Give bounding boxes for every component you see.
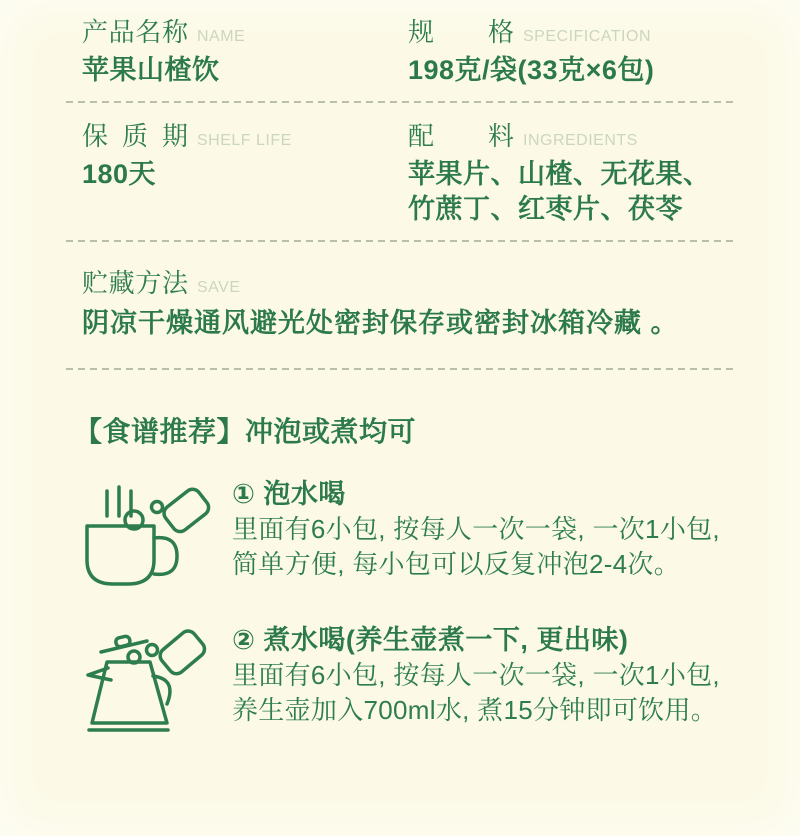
- dashed-divider-1: [66, 101, 735, 103]
- ingredients-field: [408, 120, 760, 227]
- specification-label-zh: 规格: [408, 17, 514, 47]
- ingredients-value-line-2: 竹蔗丁、红枣片、茯苓: [408, 194, 683, 224]
- method-boil-line-2: 养生壶加入700ml水, 煮15分钟即可饮用。: [232, 695, 718, 725]
- shelf-life-value: 180天: [82, 159, 157, 189]
- product-name-label-en: NAME: [197, 28, 246, 45]
- recipe-heading: 【食谱推荐】冲泡或煮均可: [74, 416, 417, 447]
- specification-label: [408, 16, 760, 48]
- ingredients-label-zh: 配料: [408, 121, 514, 151]
- recipe-method-boil: [82, 620, 800, 746]
- specification-value: 198克/袋(33克×6包): [408, 55, 655, 85]
- info-row-2: [0, 103, 800, 227]
- specification-field: [408, 16, 760, 88]
- shelf-life-label: [82, 120, 408, 152]
- ingredients-value-line-1: 苹果片、山楂、无花果、: [408, 159, 711, 189]
- storage-value: 阴凉干燥通风避光处密封保存或密封冰箱冷藏 。: [82, 308, 679, 338]
- dashed-divider-2: [66, 240, 735, 242]
- shelf-life-field: [82, 120, 408, 227]
- ingredients-label: [408, 120, 760, 152]
- dashed-divider-3: [66, 368, 735, 370]
- storage-label-en: SAVE: [197, 279, 241, 296]
- storage-field: [0, 242, 800, 341]
- shelf-life-label-en: SHELF LIFE: [197, 132, 292, 149]
- recipe-method-steep: [82, 474, 800, 600]
- method-boil-line-1: 里面有6小包, 按每人一次一袋, 一次1小包,: [232, 660, 720, 690]
- product-name-value: 苹果山楂饮: [82, 55, 220, 85]
- info-row-1: [0, 0, 800, 88]
- storage-label: [82, 267, 760, 299]
- specification-label-en: SPECIFICATION: [523, 28, 651, 45]
- method-steep-title: ① 泡水喝: [232, 479, 346, 509]
- mug-teabag-icon: [82, 474, 232, 600]
- kettle-teabag-icon: [82, 620, 232, 746]
- storage-label-zh: 贮藏方法: [82, 268, 188, 298]
- product-name-label-zh: 产品名称: [82, 17, 188, 47]
- method-steep-text: [232, 474, 720, 582]
- product-name-label: [82, 16, 408, 48]
- product-name-field: [82, 16, 408, 88]
- method-boil-title: ② 煮水喝(养生壶煮一下, 更出味): [232, 625, 629, 655]
- method-steep-line-2: 简单方便, 每小包可以反复冲泡2-4次。: [232, 549, 681, 579]
- method-boil-text: [232, 620, 720, 728]
- method-steep-line-1: 里面有6小包, 按每人一次一袋, 一次1小包,: [232, 514, 720, 544]
- ingredients-label-en: INGREDIENTS: [523, 132, 638, 149]
- shelf-life-label-zh: 保质期: [82, 121, 188, 151]
